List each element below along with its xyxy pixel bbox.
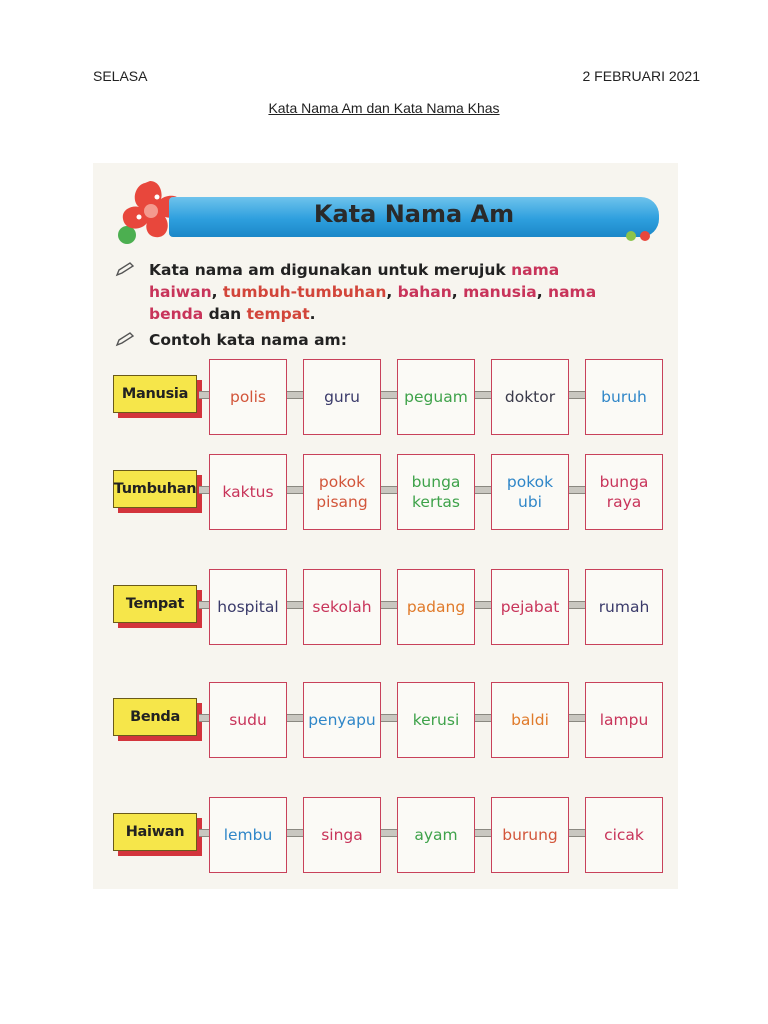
example-word-box: buruh: [585, 359, 663, 435]
example-word-box: hospital: [209, 569, 287, 645]
connector-bar: [381, 829, 397, 837]
example-word-box: singa: [303, 797, 381, 873]
dots-decoration-icon: [623, 229, 663, 243]
example-word-box: penyapu: [303, 682, 381, 758]
highlight-bahan: bahan: [397, 283, 452, 301]
example-row: [93, 569, 678, 649]
banner-title: Kata Nama Am: [313, 200, 515, 228]
connector-bar: [381, 601, 397, 609]
document-title: Kata Nama Am dan Kata Nama Khas: [268, 100, 500, 116]
connector-bar: [199, 829, 209, 837]
example-word-box: baldi: [491, 682, 569, 758]
highlight-nama-benda: nama benda: [149, 283, 597, 323]
example-row: [93, 797, 678, 877]
separator: dan: [203, 305, 247, 323]
row-label: Benda: [113, 698, 197, 736]
connector-bar: [569, 714, 585, 722]
row-label: Tumbuhan: [113, 470, 197, 508]
example-word-box: sudu: [209, 682, 287, 758]
row-label: Haiwan: [113, 813, 197, 851]
connector-bar: [569, 486, 585, 494]
connector-bar: [199, 391, 209, 399]
example-word-box: guru: [303, 359, 381, 435]
separator: ,: [211, 283, 223, 301]
separator: ,: [386, 283, 398, 301]
header-day: SELASA: [93, 68, 148, 84]
highlight-haiwan: nama haiwan: [149, 261, 560, 301]
row-label: Manusia: [113, 375, 197, 413]
example-word-box: sekolah: [303, 569, 381, 645]
connector-bar: [287, 601, 303, 609]
connector-bar: [475, 486, 491, 494]
example-word-box: kaktus: [209, 454, 287, 530]
separator: ,: [536, 283, 549, 301]
separator: .: [309, 305, 316, 323]
connector-bar: [475, 829, 491, 837]
connector-bar: [381, 486, 397, 494]
separator: ,: [451, 283, 464, 301]
connector-bar: [199, 486, 209, 494]
example-row: [93, 454, 678, 534]
connector-bar: [475, 714, 491, 722]
header-date: 2 FEBRUARI 2021: [582, 68, 700, 84]
pencil-bullet-icon: [115, 261, 135, 277]
example-word-box: pokok ubi: [491, 454, 569, 530]
textbook-scan: [93, 163, 678, 889]
example-word-box: doktor: [491, 359, 569, 435]
highlight-tempat: tempat: [246, 305, 310, 323]
title-banner: [169, 197, 659, 237]
connector-bar: [475, 391, 491, 399]
connector-bar: [475, 601, 491, 609]
example-word-box: pokok pisang: [303, 454, 381, 530]
example-word-box: bunga kertas: [397, 454, 475, 530]
connector-bar: [287, 829, 303, 837]
example-word-box: bunga raya: [585, 454, 663, 530]
example-word-box: ayam: [397, 797, 475, 873]
example-row: [93, 359, 678, 439]
row-label: Tempat: [113, 585, 197, 623]
example-word-box: kerusi: [397, 682, 475, 758]
connector-bar: [381, 391, 397, 399]
connector-bar: [569, 829, 585, 837]
example-word-box: cicak: [585, 797, 663, 873]
pencil-bullet-icon: [115, 331, 135, 347]
example-word-box: lampu: [585, 682, 663, 758]
highlight-manusia: manusia: [463, 283, 537, 301]
example-word-box: rumah: [585, 569, 663, 645]
example-word-box: padang: [397, 569, 475, 645]
example-word-box: pejabat: [491, 569, 569, 645]
examples-heading: Contoh kata nama am:: [149, 331, 347, 349]
connector-bar: [287, 486, 303, 494]
highlight-tumbuhan: tumbuh-tumbuhan: [222, 283, 387, 301]
connector-bar: [569, 391, 585, 399]
connector-bar: [287, 391, 303, 399]
connector-bar: [199, 601, 209, 609]
example-row: [93, 682, 678, 762]
example-word-box: burung: [491, 797, 569, 873]
definition-part: Kata nama am digunakan untuk merujuk: [149, 261, 512, 279]
example-word-box: lembu: [209, 797, 287, 873]
connector-bar: [569, 601, 585, 609]
example-word-box: peguam: [397, 359, 475, 435]
definition-text: [149, 259, 629, 325]
connector-bar: [287, 714, 303, 722]
connector-bar: [199, 714, 209, 722]
connector-bar: [381, 714, 397, 722]
example-word-box: polis: [209, 359, 287, 435]
